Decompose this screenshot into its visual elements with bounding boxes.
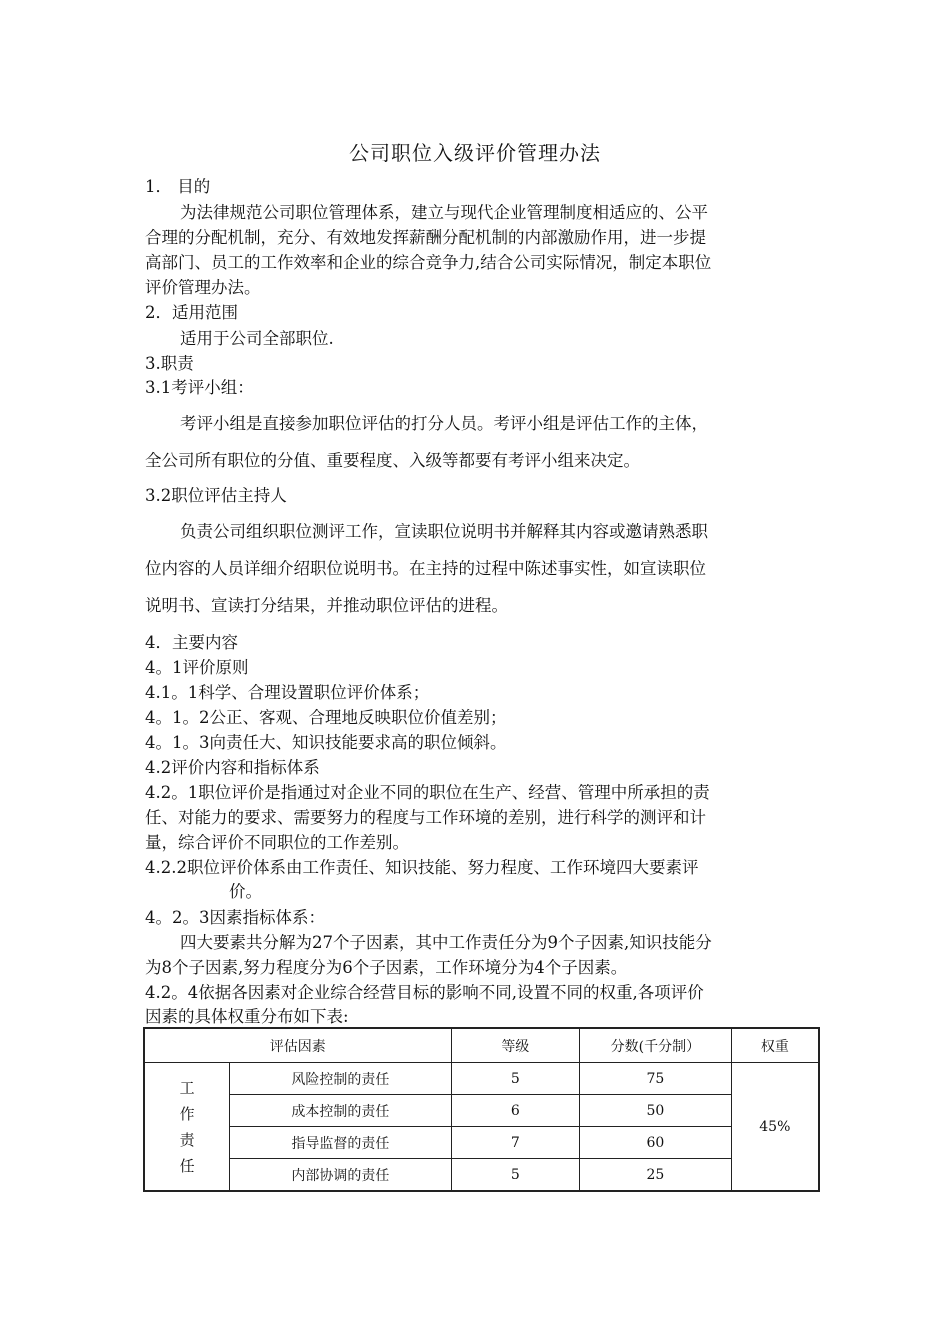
- paragraph-line: 任、对能力的要求、需要努力的程度与工作环境的差别，进行科学的测评和计: [145, 808, 706, 827]
- score-cell: 50: [580, 1095, 732, 1127]
- paragraph-line: 4.2。1职位评价是指通过对企业不同的职位在生产、经营、管理中所承担的责: [145, 783, 710, 802]
- level-cell: 6: [451, 1095, 580, 1127]
- factor-cell: 成本控制的责任: [230, 1095, 451, 1127]
- paragraph-line: 评价管理办法。: [145, 278, 261, 297]
- list-item: 4。1。2公正、客观、合理地反映职位价值差别；: [145, 708, 507, 727]
- score-cell: 60: [580, 1127, 732, 1159]
- score-cell: 25: [580, 1159, 732, 1192]
- factor-cell: 指导监督的责任: [230, 1127, 451, 1159]
- paragraph-line: 四大要素共分解为27个子因素，其中工作责任分为9个子因素,知识技能分: [180, 933, 712, 952]
- header-weight: 权重: [731, 1028, 819, 1063]
- weight-cell: 45%: [731, 1063, 819, 1192]
- table-row: [144, 1095, 819, 1127]
- paragraph-line: 4.2.2职位评价体系由工作责任、知识技能、努力程度、工作环境四大要素评: [145, 858, 699, 877]
- level-cell: 7: [451, 1127, 580, 1159]
- paragraph-line: 量，综合评价不同职位的工作差别。: [145, 833, 409, 852]
- document-title: 公司职位入级评价管理办法: [349, 141, 601, 165]
- paragraph-line: 适用于公司全部职位.: [180, 329, 334, 348]
- paragraph-line: 高部门、员工的工作效率和企业的综合竞争力,结合公司实际情况，制定本职位: [145, 253, 712, 272]
- section-1-heading: 1． 目的: [145, 177, 211, 196]
- paragraph-line: 考评小组是直接参加职位评估的打分人员。考评小组是评估工作的主体，: [180, 414, 708, 433]
- paragraph-line: 说明书、宣读打分结果，并推动职位评估的进程。: [145, 596, 508, 615]
- subsection-heading: 4。2。3因素指标体系：: [145, 908, 325, 927]
- list-item: 4.1。1科学、合理设置职位评价体系；: [145, 683, 430, 702]
- subsection-heading: 4。1评价原则: [145, 658, 249, 677]
- level-cell: 5: [451, 1063, 580, 1095]
- paragraph-line: 为8个子因素,努力程度分为6个子因素，工作环境分为4个子因素。: [145, 958, 628, 977]
- header-score: 分数(千分制）: [580, 1028, 732, 1063]
- subsection-heading: 4.2评价内容和指标体系: [145, 758, 320, 777]
- section-2-heading: 2．适用范围: [145, 303, 238, 322]
- factor-cell: 内部协调的责任: [230, 1159, 451, 1192]
- paragraph-line: 价。: [229, 882, 262, 901]
- paragraph-line: 因素的具体权重分布如下表:: [145, 1007, 349, 1026]
- paragraph-line: 合理的分配机制，充分、有效地发挥薪酬分配机制的内部激励作用，进一步提: [145, 228, 706, 247]
- score-cell: 75: [580, 1063, 732, 1095]
- table-header-row: [144, 1028, 819, 1063]
- paragraph-line: 4.2。4依据各因素对企业综合经营目标的影响不同,设置不同的权重,各项评价: [145, 983, 704, 1002]
- header-level: 等级: [451, 1028, 580, 1063]
- paragraph-line: 负责公司组织职位测评工作，宣读职位说明书并解释其内容或邀请熟悉职: [180, 522, 708, 541]
- header-factor: 评估因素: [144, 1028, 451, 1063]
- factor-cell: 风险控制的责任: [230, 1063, 451, 1095]
- subsection-heading: 3.2职位评估主持人: [145, 486, 287, 505]
- weight-table: [143, 1027, 820, 1192]
- level-cell: 5: [451, 1159, 580, 1192]
- list-item: 4。1。3向责任大、知识技能要求高的职位倾斜。: [145, 733, 507, 752]
- paragraph-line: 位内容的人员详细介绍职位说明书。在主持的过程中陈述事实性，如宣读职位: [145, 559, 706, 578]
- subsection-heading: 3.1考评小组：: [145, 378, 254, 397]
- section-4-heading: 4．主要内容: [145, 633, 238, 652]
- table-row: [144, 1127, 819, 1159]
- table-row: [144, 1159, 819, 1192]
- paragraph-line: 全公司所有职位的分值、重要程度、入级等都要有考评小组来决定。: [145, 451, 640, 470]
- paragraph-line: 为法律规范公司职位管理体系，建立与现代企业管理制度相适应的、公平: [180, 203, 708, 222]
- table-row: [144, 1063, 819, 1095]
- group-label-work-responsibility: 工 作 责 任: [144, 1063, 230, 1192]
- section-3-heading: 3.职责: [145, 354, 194, 373]
